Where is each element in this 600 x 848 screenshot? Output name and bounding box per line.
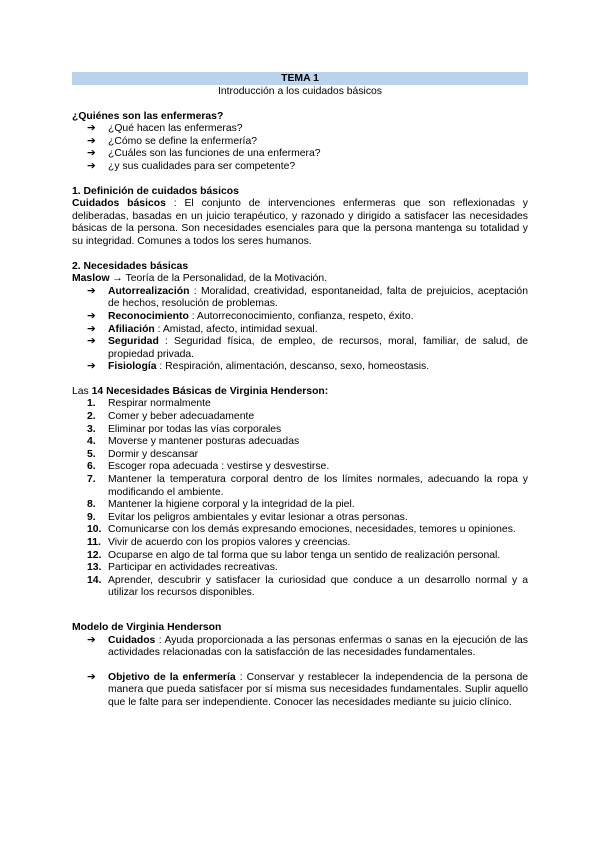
arrow-icon: ➔ (87, 135, 96, 147)
list-item: ➔ ¿Cómo se define la enfermería? (87, 135, 258, 147)
maslow-list (72, 286, 528, 374)
page-content (72, 72, 528, 710)
arrow-icon: ➔ (87, 323, 96, 335)
list-item: 9. Evitar los peligros ambientales y evitar lesionar a otras personas. (87, 511, 408, 523)
list-item: ➔ ¿y sus cualidades para ser competente? (87, 160, 296, 172)
intro-question: ¿Quiénes son las enfermeras? (72, 110, 224, 122)
list-item: 13. Participar en actividades recreativas. (87, 562, 278, 574)
list-item: 8. Mantener la higiene corporal y la integridad de la piel. (87, 499, 355, 511)
section1-heading: 1. Definición de cuidados básicos (72, 185, 239, 197)
list-item: 14. Aprender, descubrir y satisfacer la curiosidad que conduce a un desarrollo normal y a utilizar los recursos disponibles. (87, 574, 528, 599)
arrow-icon: ➔ (87, 671, 96, 683)
definition-text: : El conjunto de intervenciones enfermeras que son reflexionadas y deliberadas, basadas en un juicio terapéutico, y razonado y dirigido a satisfacer las necesidades básicas de la persona. Son necesidades esenciales para que la persona mantenga su totalidad y su integridad. Comunes a todos los seres humanos. (72, 198, 529, 247)
modelo-heading: Modelo de Virginia Henderson (72, 621, 222, 633)
definition-term: Cuidados básicos (72, 198, 166, 210)
arrow-icon: ➔ (87, 160, 96, 172)
modelo-list (72, 635, 528, 660)
henderson-intro: Las 14 Necesidades Básicas de Virginia Henderson: (72, 385, 329, 397)
list-item: 1. Respirar normalmente (87, 398, 211, 410)
arrow-icon: ➔ (87, 285, 96, 297)
list-item: 4. Moverse y mantener posturas adecuadas (87, 436, 300, 448)
list-item: ➔ ¿Cuáles son las funciones de una enfermera? (87, 148, 321, 160)
list-item: 2. Comer y beber adecuadamente (87, 411, 255, 423)
arrow-icon: ➔ (87, 123, 96, 135)
maslow-text: → Teoría de la Personalidad, de la Motivación. (109, 273, 328, 285)
henderson-needs-list (72, 398, 528, 600)
list-item: 7. Mantener la temperatura corporal dentro de los límites normales, adecuando la ropa y modificando el ambiente. (87, 474, 528, 498)
list-item: 11. Vivir de acuerdo con los propios valores y creencias. (87, 537, 351, 548)
arrow-icon: ➔ (87, 361, 96, 373)
list-item: ➔ Objetivo de la enfermería : Conservar y restablecer la independencia de la persona de manera que pueda satisfacer por sí misma sus necesidades fundamentales. Suplir aquello que le falte para ser independiente. Conocer las necesidades mediante su juicio clínico. (87, 671, 528, 708)
list-item: ➔ Cuidados : Ayuda proporcionada a las personas enfermas o sanas en la ejecución de las actividades relacionadas con la satisfacción de las necesidades fundamentales. (87, 634, 528, 659)
list-item: 10. Comunicarse con los demás expresando emociones, necesidades, temores u opiniones. (87, 524, 516, 536)
modelo-objetivo-list (72, 672, 528, 710)
list-item: ➔ Seguridad : Seguridad física, de empleo, de recursos, moral, familiar, de salud, de propiedad privada. (87, 336, 528, 360)
list-item: ➔ Fisiología : Respiración, alimentación, descanso, sexo, homeostasis. (87, 361, 430, 373)
list-item: ➔ Afiliación : Amistad, afecto, intimidad sexual. (87, 323, 318, 335)
list-item: 3. Eliminar por todas las vías corporales (87, 423, 282, 435)
arrow-icon: ➔ (87, 148, 96, 160)
cuidados-basicos-definition (72, 198, 528, 248)
arrow-icon: ➔ (87, 634, 96, 646)
list-item: ➔ ¿Qué hacen las enfermeras? (87, 123, 243, 135)
list-item: 12. Ocuparse en algo de tal forma que su labor tenga un sentido de realización personal. (87, 549, 501, 561)
section2-heading: 2. Necesidades básicas (72, 260, 189, 272)
intro-question-list (72, 123, 528, 173)
list-item: 5. Dormir y descansar (87, 448, 199, 460)
arrow-icon: ➔ (87, 336, 96, 348)
tema-banner (72, 72, 528, 85)
list-item: 6. Escoger ropa adecuada : vestirse y desvestirse. (87, 461, 330, 473)
maslow-label: Maslow (72, 273, 110, 285)
list-item: ➔ Reconocimiento : Autorreconocimiento, confianza, respeto, éxito. (87, 310, 414, 322)
tema-subtitle: Introducción a los cuidados básicos (217, 86, 383, 97)
tema-title: TEMA 1 (281, 73, 319, 84)
list-item: ➔ Autorrealización : Moralidad, creatividad, espontaneidad, falta de prejuicios, aceptación de hechos, resolución de problemas. (87, 285, 528, 310)
maslow-line (72, 273, 528, 286)
arrow-icon: ➔ (87, 310, 96, 322)
